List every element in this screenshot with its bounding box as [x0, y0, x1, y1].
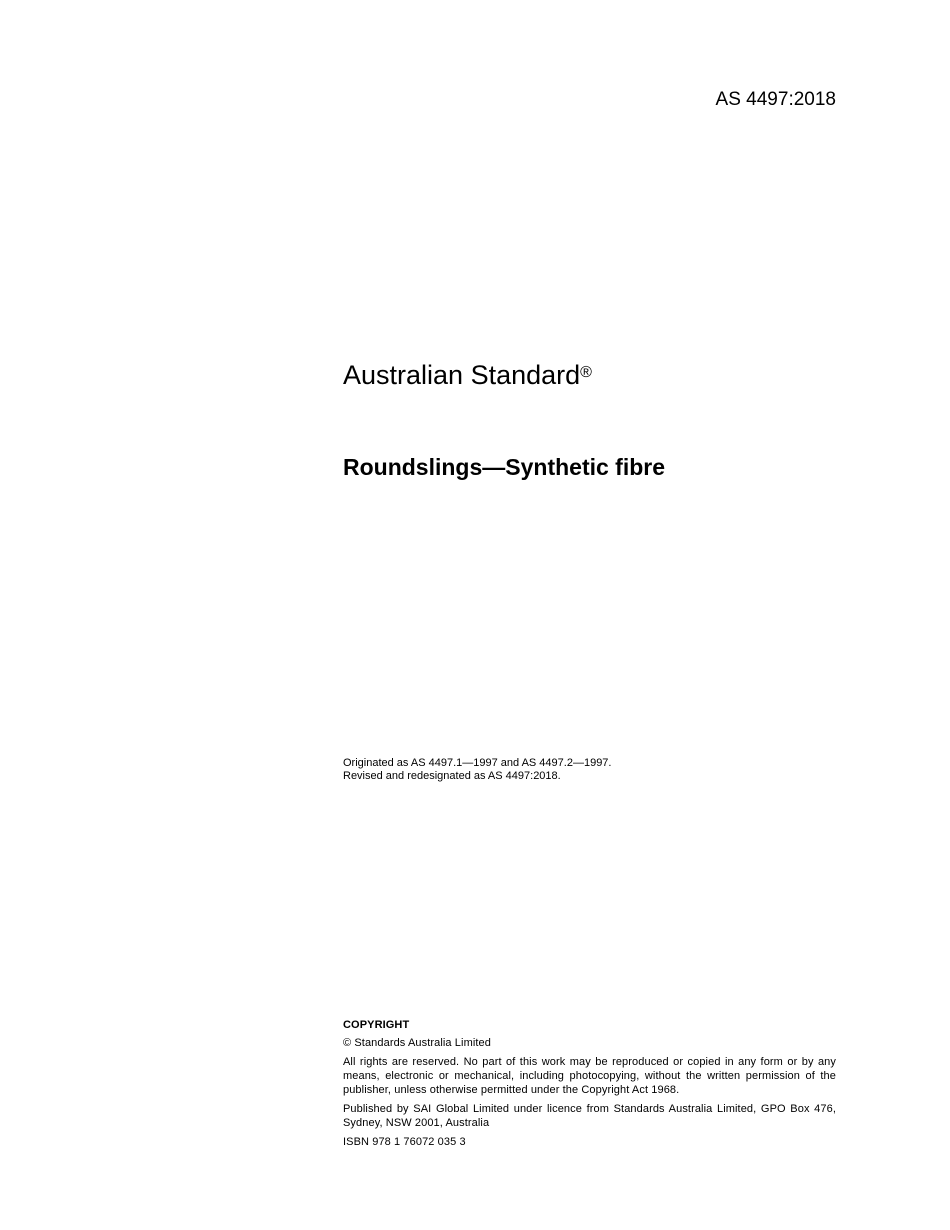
- history-line-revised: Revised and redesignated as AS 4497:2018.: [343, 770, 561, 782]
- history-line-originated: Originated as AS 4497.1—1997 and AS 4497.2—1997.: [343, 757, 612, 769]
- isbn: ISBN 978 1 76072 035 3: [343, 1136, 466, 1148]
- standard-designation: AS 4497:2018: [715, 89, 836, 110]
- standard-series-title: [343, 358, 836, 392]
- copyright-heading: COPYRIGHT: [343, 1019, 410, 1031]
- copyright-rights-statement: All rights are reserved. No part of this work may be reproduced or copied in any form or by any means, electronic or mechanical, including photocopying, without the written permission of the publisher, unless otherwise permitted under the Copyright Act 1968.: [343, 1056, 836, 1096]
- series-label: Australian Standard: [343, 360, 581, 390]
- copyright-owner: © Standards Australia Limited: [343, 1037, 491, 1049]
- document-title: Roundslings—Synthetic fibre: [343, 454, 666, 480]
- publisher-statement: Published by SAI Global Limited under licence from Standards Australia Limited, GPO Box 476, Sydney, NSW 2001, Australia: [343, 1103, 836, 1129]
- registered-mark: ®: [580, 364, 592, 381]
- copyright-notice: [343, 1018, 836, 1154]
- publication-history: [343, 757, 836, 783]
